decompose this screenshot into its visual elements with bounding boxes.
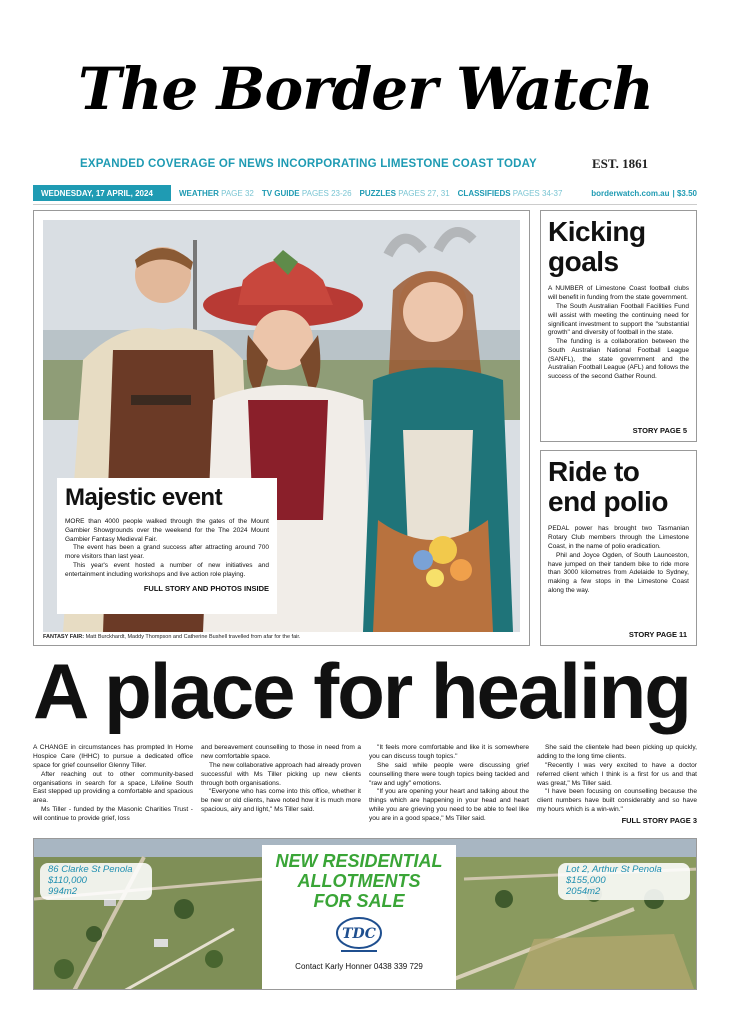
masthead bbox=[0, 55, 731, 123]
lead-paragraph: Ms Tiller - funded by the Masonic Charities Trust - will continue to provide grief, loss bbox=[33, 806, 193, 823]
lead-paragraph: She said while people were discussing grief counselling there were tough topics being tackled and "raw and ugly" emotions. bbox=[369, 761, 529, 787]
side-headline: Kicking goals bbox=[548, 216, 646, 278]
side-paragraph: PEDAL power has brought two Tasmanian Rotary Club members through the Limestone Coast, in the name of polio eradication. bbox=[548, 525, 689, 550]
feature-paragraph: MORE than 4000 people walked through the gates of the Mount Gambier Showgrounds over the weekend for the The 2024 Mount Gambier Fantasy Medieval Fair. bbox=[65, 518, 269, 543]
tdc-logo-icon bbox=[329, 915, 389, 955]
feature-paragraph: This year's event hosted a number of new initiatives and entertainment including workshops and live action role playing. bbox=[65, 561, 269, 578]
website-link[interactable]: borderwatch.com.au | $3.50 bbox=[591, 188, 697, 198]
lead-paragraph: "Everyone who has come into this office, whether it be new or old clients, have noted how it is much more spacious, airy and light," Ms Tiller said. bbox=[201, 788, 361, 814]
ad-line-1: NEW RESIDENTIAL bbox=[275, 851, 443, 871]
ad-center-panel bbox=[262, 845, 456, 989]
listing-price: $155,000 bbox=[566, 874, 606, 886]
ride-polio-story bbox=[540, 450, 697, 646]
ad-contact[interactable]: Contact Karly Honner 0438 339 729 bbox=[295, 962, 423, 972]
side-paragraph: The South Australian Football Facilities Fund will assist with meeting the continuing need for significant investment to support the "substantial growth" and diversity of football in the state. bbox=[548, 303, 689, 337]
masthead-title: The Border Watch bbox=[78, 55, 653, 123]
listing-address: 86 Clarke St Penola bbox=[48, 864, 133, 875]
weather-ref: WEATHER PAGE 32 bbox=[179, 188, 254, 198]
photo-caption: FANTASY FAIR: Matt Burckhardt, Maddy Thompson and Catherine Bushell travelled from afar for the fair. bbox=[43, 634, 301, 640]
lead-paragraph: "It feels more comfortable and like it is somewhere you can discuss tough topics." bbox=[369, 744, 529, 760]
lead-column-3 bbox=[369, 744, 529, 826]
lead-column-2 bbox=[201, 744, 361, 826]
listing-size: 2054m2 bbox=[566, 885, 601, 897]
story-page-link[interactable]: STORY PAGE 11 bbox=[628, 630, 687, 639]
kicking-goals-story bbox=[540, 210, 697, 442]
lead-paragraph: and bereavement counselling to those in need from a new comfortable space. bbox=[201, 744, 361, 760]
lead-paragraph: She said the clientele had been picking up quickly, adding to the long time clients. bbox=[537, 744, 697, 760]
lead-paragraph: After reaching out to other community-based organisations in search for a space, Lifeline South East stepped up providing a comfortable and spacious area. bbox=[33, 770, 193, 805]
listing-right[interactable] bbox=[558, 863, 690, 900]
side-paragraph: The funding is a collaboration between the South Australian National Football League (SANFL), the state government and the Australian Football League (AFL) and follows the success of the second Gather Round. bbox=[548, 338, 689, 381]
classifieds-ref: CLASSIFIEDS PAGES 34-37 bbox=[457, 188, 563, 198]
issue-date: WEDNESDAY, 17 APRIL, 2024 bbox=[33, 185, 171, 201]
info-bar bbox=[33, 185, 697, 201]
listing-left[interactable] bbox=[40, 863, 152, 900]
real-estate-ad[interactable] bbox=[33, 838, 697, 990]
lead-paragraph: A CHANGE in circumstances has prompted In Home Hospice Care (IHHC) to pursue a dedicated office space for grief counsellor Glenny Tiller. bbox=[33, 744, 193, 769]
side-headline: Ride to end polio bbox=[548, 456, 668, 518]
listing-address: Lot 2, Arthur St Penola bbox=[566, 864, 662, 875]
side-paragraph: Phil and Joyce Ogden, of South Launceston, have jumped on their tandem bike to ride more than 3000 kilometres from Adelaide to Sydney, making a few stops in the Limestone Coast along the way. bbox=[548, 551, 689, 594]
lead-column-1 bbox=[33, 744, 193, 826]
listing-price: $110,000 bbox=[48, 874, 87, 886]
puzzles-ref: PUZZLES PAGES 27, 31 bbox=[359, 188, 450, 198]
lead-paragraph: "If you are opening your heart and talking about the things which are happening in your head and heart while you are grieving you need to be able to feel like you are in a good space," Ms Tiller said. bbox=[369, 788, 529, 823]
masthead-est: EST. 1861 bbox=[592, 156, 649, 171]
masthead-tagline: EXPANDED COVERAGE OF NEWS INCORPORATING LIMESTONE COAST TODAY bbox=[80, 158, 537, 170]
lead-paragraph: "Recently I was very excited to have a doctor referred client which I think is a first for us and that was great," Ms Tiller said. bbox=[537, 761, 697, 787]
feature-paragraph: The event has been a grand success after attracting around 700 more visitors than last year. bbox=[65, 544, 269, 561]
lead-paragraph: The new collaborative approach had already proven successful with Ms Tiller picking up new clients through both organisations. bbox=[201, 761, 361, 787]
lead-headline: A place for healing bbox=[33, 647, 690, 735]
lead-paragraph: "I have been focusing on counselling because the client numbers have built considerably and so have my hours which is a win-win." bbox=[537, 788, 697, 814]
divider bbox=[33, 204, 697, 205]
story-page-link[interactable]: STORY PAGE 5 bbox=[632, 426, 687, 435]
listing-size: 994m2 bbox=[48, 885, 78, 897]
lead-more-link[interactable]: FULL STORY PAGE 3 bbox=[621, 816, 697, 826]
tv-guide-ref: TV GUIDE PAGES 23-26 bbox=[261, 188, 352, 198]
feature-more-link[interactable]: FULL STORY AND PHOTOS INSIDE bbox=[143, 584, 269, 594]
svg-text:TDC: TDC bbox=[342, 926, 376, 943]
feature-textbox bbox=[57, 478, 277, 614]
ad-line-2: ALLOTMENTS bbox=[297, 871, 421, 892]
feature-headline: Majestic event bbox=[65, 484, 223, 511]
lead-column-4 bbox=[537, 744, 697, 826]
side-paragraph: A NUMBER of Limestone Coast football clubs will benefit in funding from the state government. bbox=[548, 285, 689, 302]
ad-line-3: FOR SALE bbox=[313, 891, 405, 912]
cover-price: | $3.50 bbox=[672, 188, 697, 198]
lead-story-columns bbox=[33, 744, 697, 826]
